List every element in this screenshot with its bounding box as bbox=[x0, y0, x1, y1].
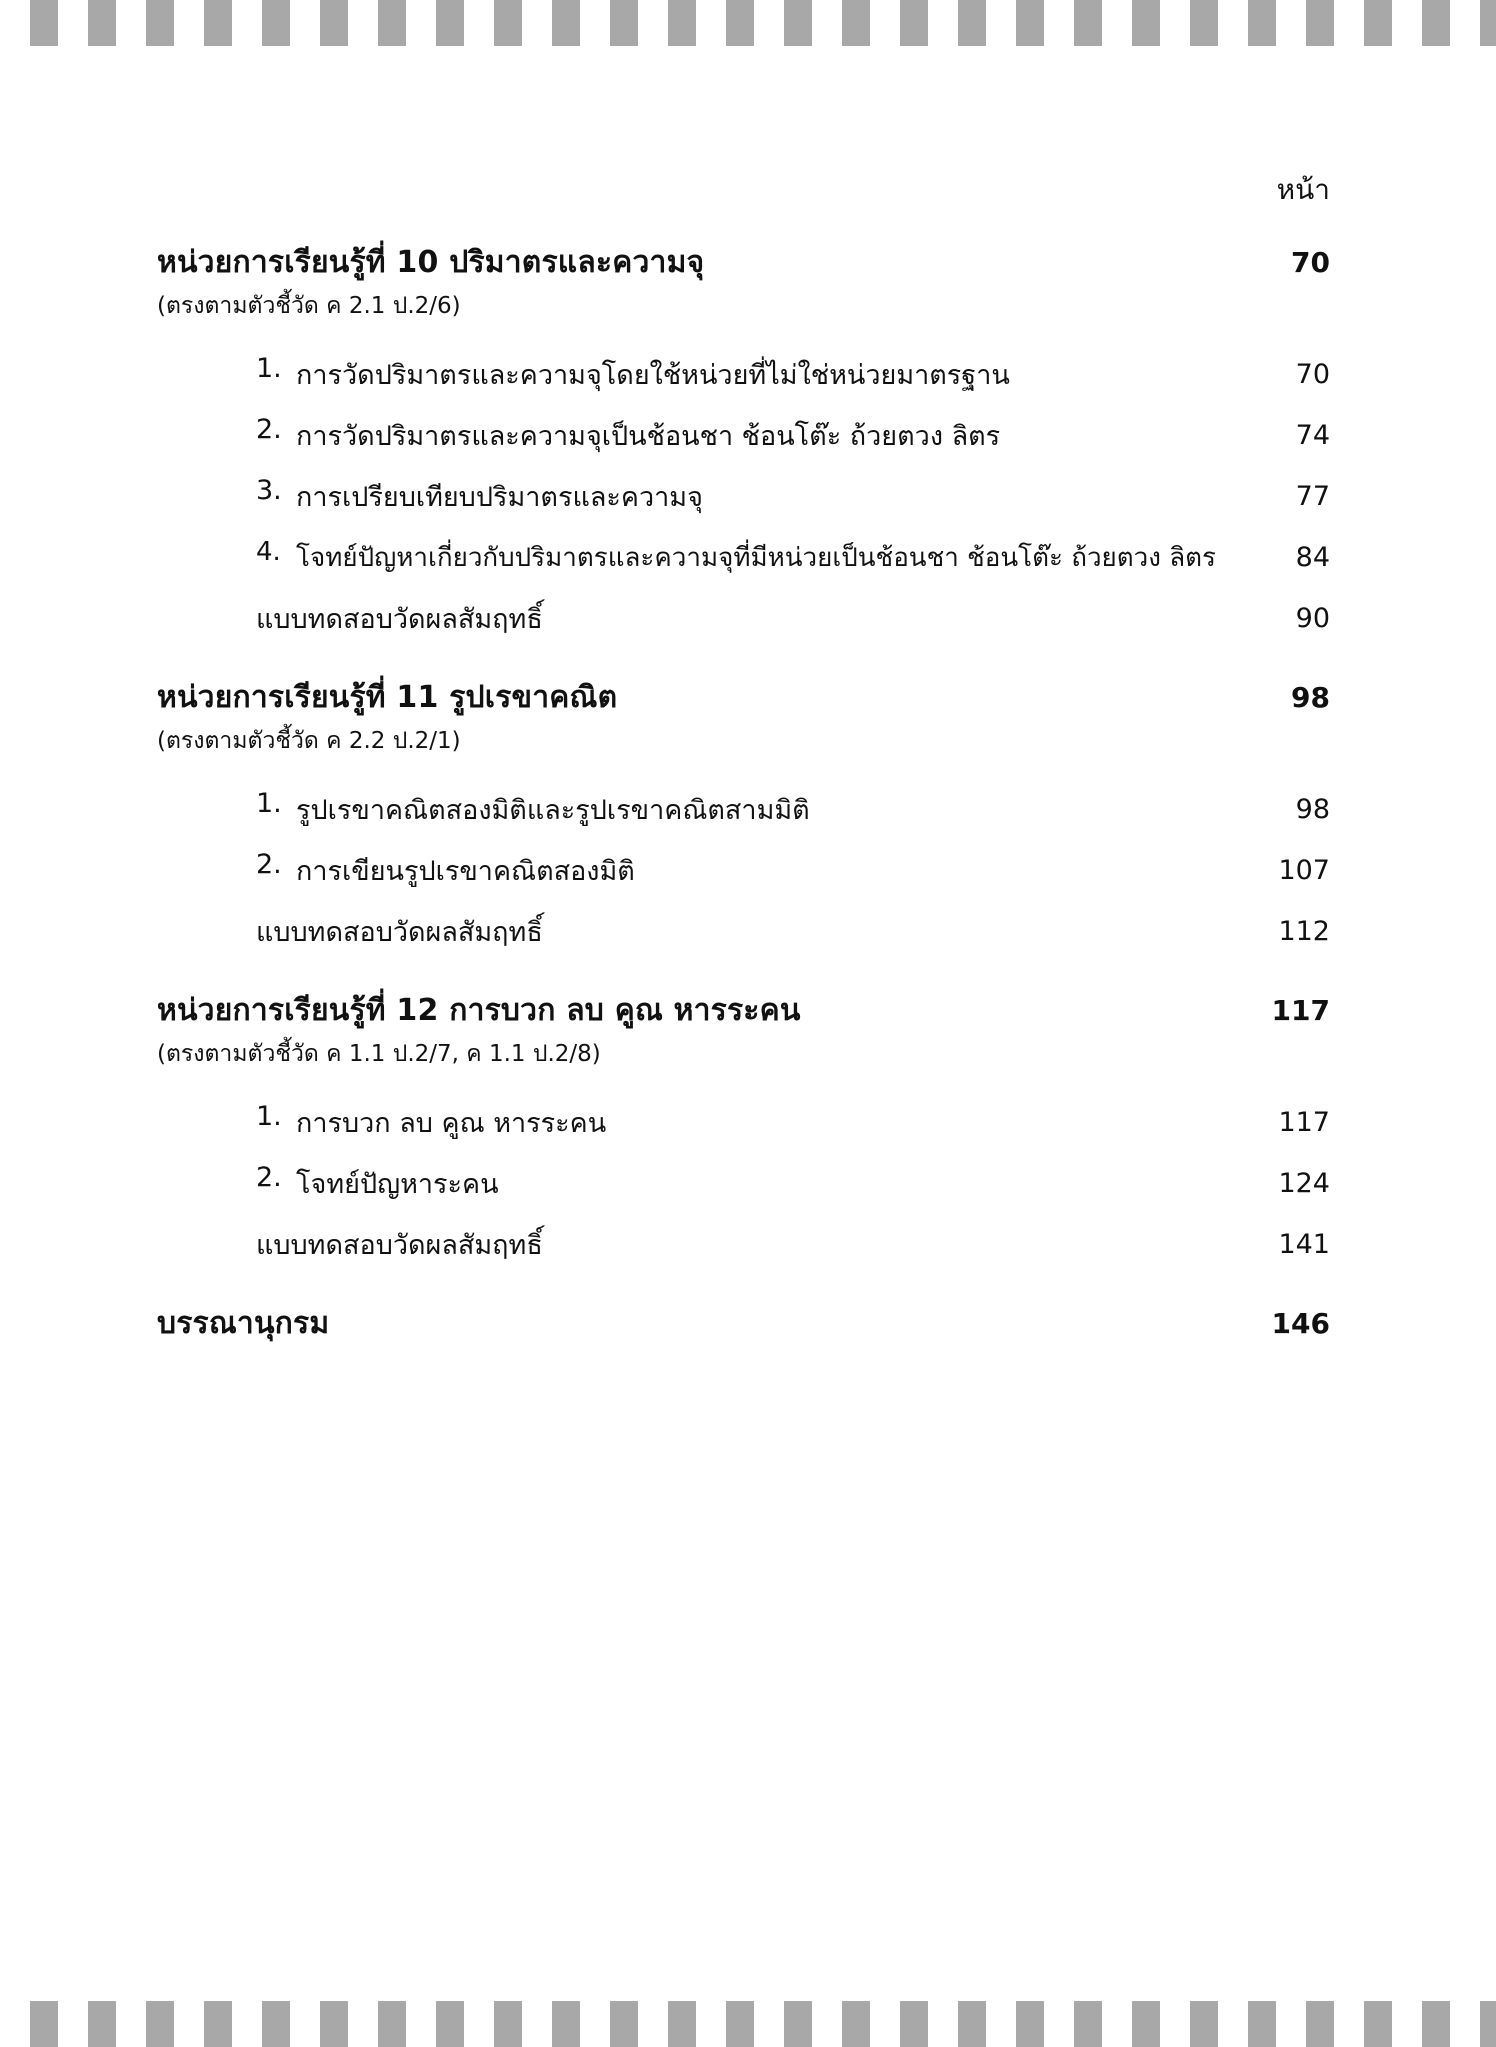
unit-title: หน่วยการเรียนรู้ที่ 12 การบวก ลบ คูณ หารระคน bbox=[157, 992, 801, 1028]
entry-page-number: 124 bbox=[1278, 1168, 1330, 1199]
entry-page-number: 141 bbox=[1278, 1229, 1330, 1260]
entry-title: การวัดปริมาตรและความจุโดยใช้หน่วยที่ไม่ใช่หน่วยมาตรฐาน bbox=[296, 360, 1010, 391]
unit-page-number: 98 bbox=[1291, 680, 1330, 714]
entry-number: 1. bbox=[256, 788, 282, 819]
entry-page-number: 74 bbox=[1295, 420, 1330, 451]
unit-page-number: 70 bbox=[1291, 245, 1330, 279]
entry-page-number: 70 bbox=[1295, 359, 1330, 390]
unit-indicator: (ตรงตามตัวชี้วัด ค 1.1 ป.2/7, ค 1.1 ป.2/8) bbox=[157, 1041, 601, 1067]
entry-page-number: 112 bbox=[1278, 916, 1330, 947]
unit-title: หน่วยการเรียนรู้ที่ 10 ปริมาตรและความจุ bbox=[157, 244, 705, 280]
toc-entry-assessment[interactable] bbox=[157, 901, 1330, 962]
top-stripe-border bbox=[0, 0, 1496, 46]
toc-entry[interactable] bbox=[157, 527, 1330, 588]
entry-number: 1. bbox=[256, 353, 282, 384]
entry-page-number: 117 bbox=[1278, 1107, 1330, 1138]
toc-entry[interactable] bbox=[157, 840, 1330, 901]
entry-number: 2. bbox=[256, 1162, 282, 1193]
entry-title: แบบทดสอบวัดผลสัมฤทธิ์ bbox=[256, 917, 543, 948]
entry-title: รูปเรขาคณิตสองมิติและรูปเรขาคณิตสามมิติ bbox=[296, 795, 810, 826]
entry-title: การบวก ลบ คูณ หารระคน bbox=[296, 1108, 607, 1139]
toc-entry-assessment[interactable] bbox=[157, 1214, 1330, 1275]
entry-title: แบบทดสอบวัดผลสัมฤทธิ์ bbox=[256, 1230, 543, 1261]
entry-title: โจทย์ปัญหาระคน bbox=[296, 1169, 499, 1200]
unit-title-row[interactable] bbox=[157, 671, 1330, 723]
entry-page-number: 98 bbox=[1295, 794, 1330, 825]
unit-page-number: 117 bbox=[1271, 993, 1330, 1027]
unit-12-section bbox=[157, 984, 1330, 1275]
bottom-stripe-border bbox=[0, 2001, 1496, 2047]
bibliography-title: บรรณานุกรม bbox=[157, 1305, 330, 1341]
unit-10-section bbox=[157, 236, 1330, 649]
bibliography-page-number: 146 bbox=[1271, 1306, 1330, 1340]
table-of-contents bbox=[157, 236, 1330, 1349]
entry-number: 1. bbox=[256, 1101, 282, 1132]
entry-title: โจทย์ปัญหาเกี่ยวกับปริมาตรและความจุที่มีหน่วยเป็นช้อนชา ช้อนโต๊ะ ถ้วยตวง ลิตร bbox=[296, 543, 1217, 573]
entry-number: 3. bbox=[256, 475, 282, 506]
entry-title: การเปรียบเทียบปริมาตรและความจุ bbox=[296, 482, 703, 513]
unit-indicator: (ตรงตามตัวชี้วัด ค 2.2 ป.2/1) bbox=[157, 728, 461, 754]
entry-number: 2. bbox=[256, 414, 282, 445]
entry-title: การวัดปริมาตรและความจุเป็นช้อนชา ช้อนโต๊ะ ถ้วยตวง ลิตร bbox=[296, 421, 1001, 452]
unit-indicator: (ตรงตามตัวชี้วัด ค 2.1 ป.2/6) bbox=[157, 293, 461, 319]
toc-entry[interactable] bbox=[157, 1153, 1330, 1214]
entry-page-number: 107 bbox=[1278, 855, 1330, 886]
unit-title: หน่วยการเรียนรู้ที่ 11 รูปเรขาคณิต bbox=[157, 679, 618, 715]
entry-page-number: 77 bbox=[1295, 481, 1330, 512]
unit-11-section bbox=[157, 671, 1330, 962]
toc-entry[interactable] bbox=[157, 1092, 1330, 1153]
toc-entry-assessment[interactable] bbox=[157, 588, 1330, 649]
unit-title-row[interactable] bbox=[157, 984, 1330, 1036]
entry-number: 4. bbox=[256, 537, 281, 567]
entry-number: 2. bbox=[256, 849, 282, 880]
entry-page-number: 84 bbox=[1295, 542, 1330, 573]
entry-page-number: 90 bbox=[1295, 603, 1330, 634]
bibliography-row[interactable] bbox=[157, 1297, 1330, 1349]
toc-entry[interactable] bbox=[157, 466, 1330, 527]
toc-entry[interactable] bbox=[157, 344, 1330, 405]
entry-title: แบบทดสอบวัดผลสัมฤทธิ์ bbox=[256, 604, 543, 635]
page-column-label: หน้า bbox=[1276, 173, 1330, 206]
toc-entry[interactable] bbox=[157, 779, 1330, 840]
entry-title: การเขียนรูปเรขาคณิตสองมิติ bbox=[296, 856, 635, 887]
toc-entry[interactable] bbox=[157, 405, 1330, 466]
unit-title-row[interactable] bbox=[157, 236, 1330, 288]
